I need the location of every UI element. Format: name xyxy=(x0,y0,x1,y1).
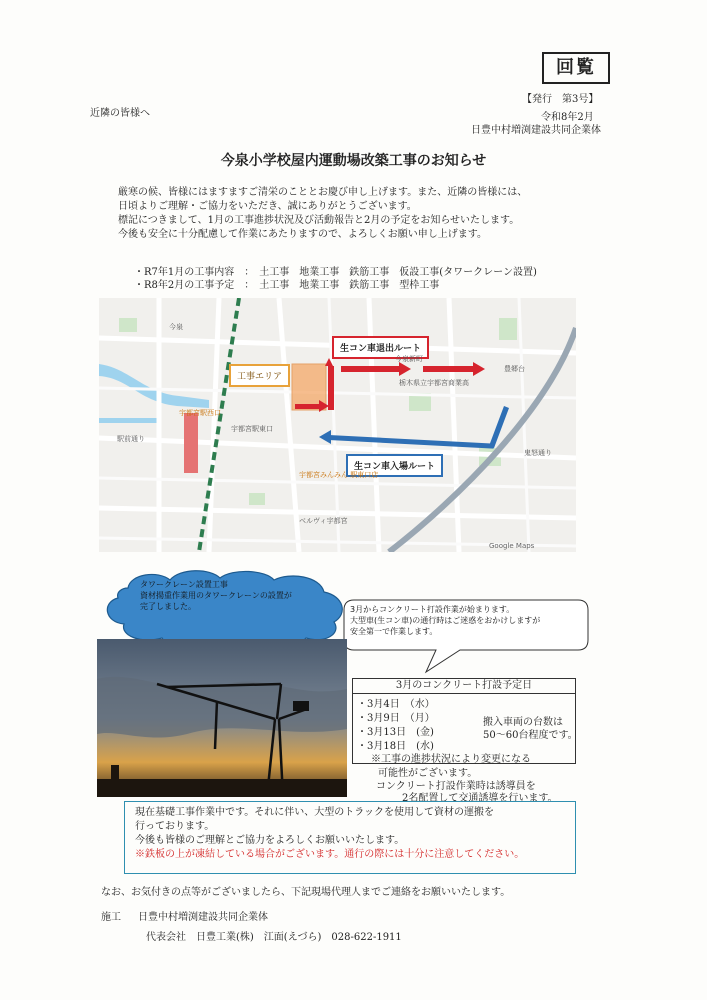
concrete-schedule xyxy=(352,678,578,804)
concrete-bubble-text xyxy=(350,604,540,637)
google-maps-logo: Google Maps xyxy=(489,542,535,550)
bubble-line: 大型車(生コン車)の通行時はご迷惑をおかけしますが xyxy=(350,616,541,625)
contact-request: なお、お気付きの点等がございましたら、下記現場代理人までご連絡をお願いいたします。 xyxy=(101,887,511,898)
route-map xyxy=(99,298,576,552)
map-place-label: 宇都宮駅東口 xyxy=(231,425,273,433)
addressee: 近隣の皆様へ xyxy=(90,108,150,119)
issue-number: 【発行 第3号】 xyxy=(522,94,599,105)
pour-date: ・3月13日 (金) xyxy=(357,727,434,738)
ice-warning: ※鉄板の上が凍結している場合がございます。通行の際には十分に注意してください。 xyxy=(135,849,525,860)
map-place-label: 豊郷台 xyxy=(504,365,525,373)
crane-cloud-text xyxy=(140,579,292,612)
map-place-label: ベルヴィ宇都宮 xyxy=(299,517,348,525)
page-title: 今泉小学校屋内運動場改築工事のお知らせ xyxy=(220,153,487,169)
pour-date: ・3月4日 （水） xyxy=(357,699,435,710)
change-note: 可能性がございます。 xyxy=(378,768,478,779)
map-place-label: 今泉新町 xyxy=(395,355,423,363)
work-schedule xyxy=(134,266,537,292)
cloud-line: タワークレーン設置工事 xyxy=(140,580,228,589)
notice-line: 現在基礎工事作業中です。それに伴い、大型のトラックを使用して資材の運搬を xyxy=(135,807,494,818)
greeting-line: 厳寒の候、皆様にはますますご清栄のこととお慶び申し上げます。また、近隣の皆様には、 xyxy=(118,187,528,198)
greeting-text xyxy=(118,186,638,242)
greeting-line: 今後も安全に十分配慮して作業にあたりますので、よろしくお願い申し上げます。 xyxy=(118,229,487,240)
bubble-line: 3月からコンクリート打設作業が始まります。 xyxy=(350,605,515,614)
bubble-line: 安全第一で作業します。 xyxy=(350,627,438,636)
company-name: 日豊中村増渕建設共同企業体 xyxy=(471,125,601,136)
schedule-line: ・R8年2月の工事予定 ： 土工事 地業工事 鉄筋工事 型枠工事 xyxy=(134,280,440,291)
pour-date: ・3月18日 (水) xyxy=(357,741,434,752)
map-place-label: 鬼怒通り xyxy=(524,449,552,457)
schedule-box xyxy=(352,693,576,764)
work-notice xyxy=(124,801,576,874)
map-place-label: 宇都宮駅西口 xyxy=(179,409,221,417)
map-place-label: 駅前通り xyxy=(117,435,145,443)
exit-route-label: 生コン車退出ルート xyxy=(332,336,429,359)
vehicle-count-line: 搬入車両の台数は xyxy=(483,717,563,728)
schedule-title: 3月のコンクリート打設予定日 xyxy=(352,678,576,694)
tower-crane-photo xyxy=(97,639,347,797)
entry-route-label: 生コン車入場ルート xyxy=(346,454,443,477)
builder-name: 日豊中村増渕建設共同企業体 xyxy=(138,912,268,923)
notice-line: 今後も皆様のご理解とご協力をよろしくお願いいたします。 xyxy=(135,835,405,846)
map-place-label: 今泉 xyxy=(169,323,183,331)
cloud-line: 資材揚重作業用のタワークレーンの設置が xyxy=(140,591,292,600)
vehicle-count-line: 50～60台程度です。 xyxy=(483,730,578,741)
issue-date: 令和8年2月 xyxy=(541,112,594,123)
builder-representative: 代表会社 日豊工業(株) 江面(えづら) 028-622-1911 xyxy=(146,932,402,943)
notice-line: 行っております。 xyxy=(135,821,215,832)
guard-note: 2名配置して交通誘導を行います。 xyxy=(402,793,558,804)
map-place-label: 栃木県立宇都宮商業高 xyxy=(399,379,469,387)
greeting-line: 日頃よりご理解・ご協力をいただき、誠にありがとうございます。 xyxy=(118,201,417,212)
builder-label: 施工 xyxy=(101,912,121,923)
map-place-label: 宇都宮みんみん 駅東口店 xyxy=(299,471,379,479)
change-note: ※工事の進捗状況により変更になる xyxy=(371,754,531,765)
cloud-line: 完了しました。 xyxy=(140,602,196,611)
circulation-stamp: 回覧 xyxy=(542,52,610,84)
work-area-label: 工事エリア xyxy=(229,364,290,387)
greeting-line: 標記につきまして、1月の工事進捗状況及び活動報告と2月の予定をお知らせいたします。 xyxy=(118,215,520,226)
schedule-line: ・R7年1月の工事内容 ： 土工事 地業工事 鉄筋工事 仮設工事(タワークレーン設置) xyxy=(134,267,537,278)
pour-date: ・3月9日 （月） xyxy=(357,713,435,724)
guard-note: コンクリート打設作業時は誘導員を xyxy=(376,781,536,792)
